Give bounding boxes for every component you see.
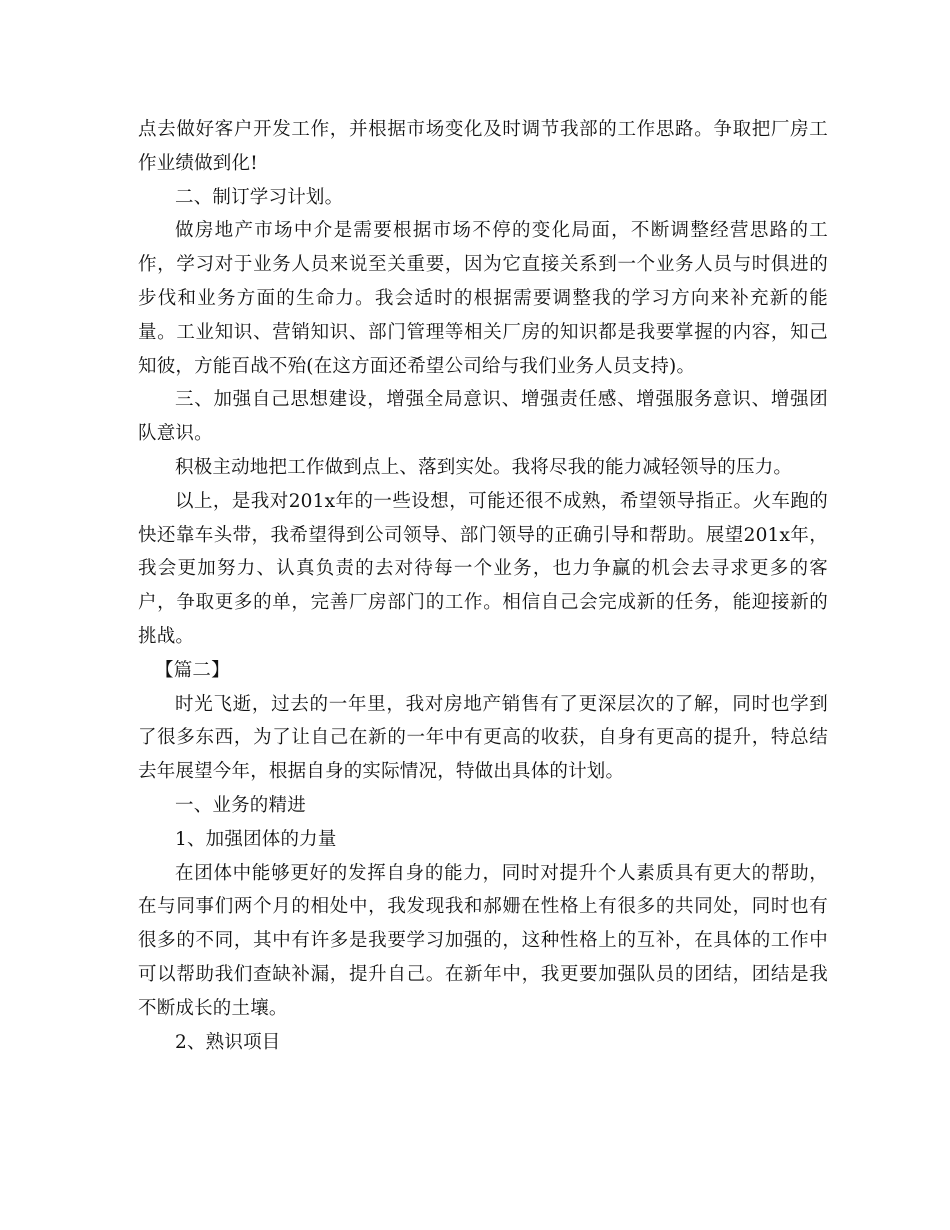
paragraph-initiative: 积极主动地把工作做到点上、落到实处。我将尽我的能力减轻领导的压力。: [175, 456, 793, 478]
paragraph-study-plan: 做房地产市场中介是需要根据市场不停的变化局面，不断调整经营思路的工作，学习对于业务人员来说至关重要，因为它直接关系到一个业务人员与时俱进的步伐和业务方面的生命力。我会适时的根据需要调整我的学习方向来补充新的能量。工业知识、营销知识、部门管理等相关厂房的知识都是我要掌握的内容，知己知彼，方能百战不殆(在这方面还希望公司给与我们业务人员支持)。: [138, 220, 828, 377]
subsection-heading-team: 1、加强团体的力量: [175, 828, 337, 850]
subsection-heading-projects: 2、熟识项目: [175, 1031, 281, 1053]
section-heading-ideology: 三、加强自己思想建设，增强全局意识、增强责任感、增强服务意识、增强团队意识。: [138, 389, 828, 445]
paragraph-intro-part-two: 时光飞逝，过去的一年里，我对房地产销售有了更深层次的了解，同时也学到了很多东西，为了让自己在新的一年中有更高的收获，自身有更高的提升，特总结去年展望今年，根据自身的实际情况，特做出具体的计划。: [138, 693, 828, 783]
article-heading-part-two: 【篇二】: [155, 659, 230, 681]
paragraph-continuation: 点去做好客户开发工作，并根据市场变化及时调节我部的工作思路。争取把厂房工作业绩做到化!: [138, 119, 828, 174]
paragraph-team: 在团体中能够更好的发挥自身的能力，同时对提升个人素质具有更大的帮助，在与同事们两个月的相处中，我发现我和郝姗在性格上有很多的共同处，同时也有很多的不同，其中有许多是我要学习加强的，这种性格上的互补，在具体的工作中可以帮助我们查缺补漏，提升自己。在新年中，我更要加强队员的团结，团结是我不断成长的土壤。: [138, 862, 828, 1019]
paragraph-conclusion: 以上，是我对201x年的一些设想，可能还很不成熟，希望领导指正。火车跑的快还靠车头带，我希望得到公司领导、部门领导的正确引导和帮助。展望201x年，我会更加努力、认真负责的去对待每一个业务，也力争赢的机会去寻求更多的客户，争取更多的单，完善厂房部门的工作。相信自己会完成新的任务，能迎接新的挑战。: [138, 490, 828, 647]
document-body: [138, 113, 828, 1059]
section-heading-study-plan: 二、制订学习计划。: [175, 186, 344, 208]
section-heading-business: 一、业务的精进: [175, 794, 306, 816]
